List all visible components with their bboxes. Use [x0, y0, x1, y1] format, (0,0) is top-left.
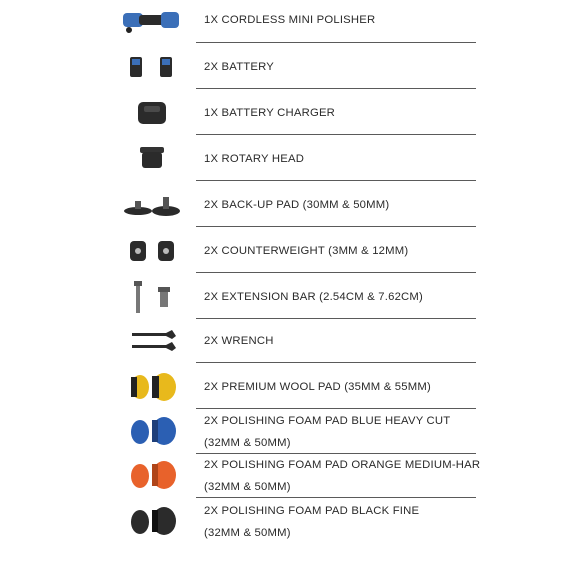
- list-item: [0, 0, 570, 44]
- rotary-head-icon: [118, 144, 186, 174]
- backup-pad-icon: [118, 190, 186, 220]
- item-label: 2X POLISHING FOAM PAD BLUE HEAVY CUT (32MM & 50MM): [204, 415, 451, 449]
- counterweight-icon: [118, 236, 186, 266]
- battery-icon: [118, 52, 186, 82]
- wool-pad-icon: [118, 370, 186, 404]
- list-item: [0, 454, 570, 498]
- list-item: [0, 90, 570, 136]
- divider: [196, 318, 476, 319]
- wrench-icon: [118, 326, 186, 356]
- item-label: 2X PREMIUM WOOL PAD (35MM & 55MM): [204, 381, 431, 393]
- list-item: [0, 320, 570, 364]
- item-label: 2X POLISHING FOAM PAD ORANGE MEDIUM-HAR (32MM & 50MM): [204, 459, 481, 493]
- list-item: [0, 44, 570, 90]
- divider: [196, 180, 476, 181]
- list-item: [0, 498, 570, 544]
- divider: [196, 42, 476, 43]
- item-label: 2X POLISHING FOAM PAD BLACK FINE (32MM & 50MM): [204, 505, 420, 539]
- item-label: 2X BACK-UP PAD (30MM & 50MM): [204, 199, 390, 211]
- charger-icon: [118, 98, 186, 128]
- divider: [196, 226, 476, 227]
- divider: [196, 408, 476, 409]
- black-foam-pad-icon: [118, 504, 186, 538]
- item-label: 2X WRENCH: [204, 335, 274, 347]
- divider: [196, 272, 476, 273]
- item-label: 1X CORDLESS MINI POLISHER: [204, 14, 376, 26]
- divider: [196, 362, 476, 363]
- item-label: 2X BATTERY: [204, 61, 275, 73]
- polisher-icon: [118, 6, 186, 36]
- item-label: 1X ROTARY HEAD: [204, 153, 305, 165]
- blue-foam-pad-icon: [118, 414, 186, 448]
- list-item: [0, 364, 570, 410]
- divider: [196, 88, 476, 89]
- list-item: [0, 136, 570, 182]
- list-item: [0, 182, 570, 228]
- list-item: [0, 410, 570, 454]
- item-label: 1X BATTERY CHARGER: [204, 107, 336, 119]
- list-item: [0, 228, 570, 274]
- item-label: 2X EXTENSION BAR (2.54CM & 7.62CM): [204, 291, 423, 303]
- extension-bar-icon: [118, 278, 186, 316]
- divider: [196, 134, 476, 135]
- item-label: 2X COUNTERWEIGHT (3MM & 12MM): [204, 245, 409, 257]
- list-item: [0, 274, 570, 320]
- orange-foam-pad-icon: [118, 458, 186, 492]
